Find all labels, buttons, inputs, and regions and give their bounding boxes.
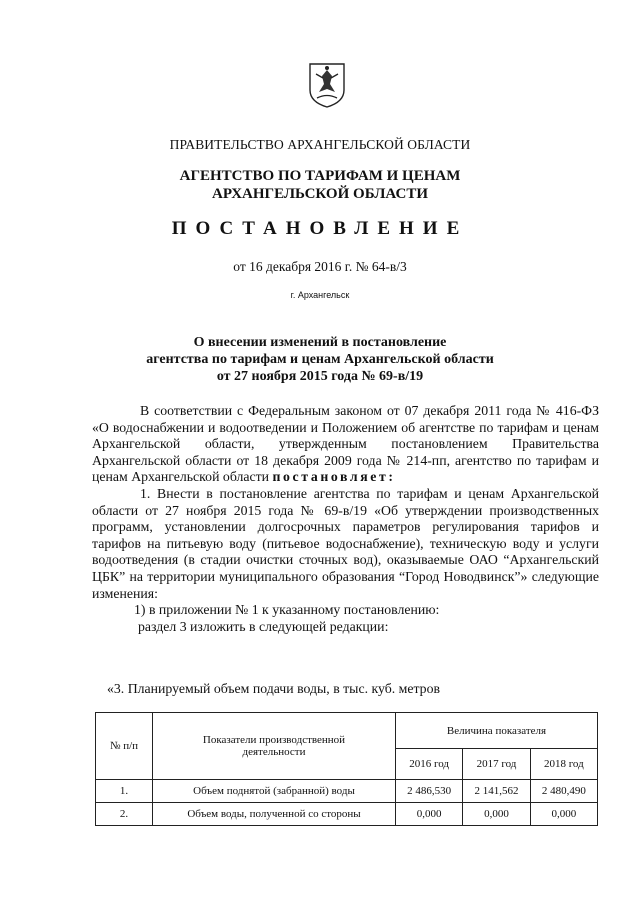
resolves-keyword: постановляет: [272, 469, 396, 485]
row-indicator: Объем воды, полученной со стороны [153, 803, 396, 826]
row-value: 0,000 [530, 803, 597, 826]
column-header-indicator: Показатели производственной деятельности [153, 713, 396, 780]
subject-line1: О внесении изменений в постановление [193, 335, 447, 350]
table-row [96, 780, 598, 803]
row-value: 2 141,562 [463, 780, 530, 803]
document-subject [0, 334, 640, 385]
government-title: ПРАВИТЕЛЬСТВО АРХАНГЕЛЬСКОЙ ОБЛАСТИ [169, 137, 471, 152]
column-header-year: 2017 год [463, 749, 530, 780]
row-value: 2 480,490 [530, 780, 597, 803]
row-value: 0,000 [396, 803, 463, 826]
city: г. Архангельск [290, 290, 350, 300]
row-value: 0,000 [463, 803, 530, 826]
preamble-text: В соответствии с Федеральным законом от 07 декабря 2011 года № 416-ФЗ «О водоснабжении и водоотведении и Положением об агентстве по тарифам и ценам Архангельской области, утвержденным постановлением Правительства Архангельской области от 18 декабря 2009 года № 214-пп, агентство по тарифам и ценам Архангельской области [92, 403, 599, 485]
table-row [96, 803, 598, 826]
preamble-paragraph [92, 403, 599, 486]
column-header-year: 2018 год [530, 749, 597, 780]
row-value: 2 486,530 [396, 780, 463, 803]
section-title: «3. Планируемый объем подачи воды, в тыс. куб. метров [107, 681, 440, 696]
column-header-value: Величина показателя [396, 713, 598, 749]
agency-title [0, 167, 640, 203]
column-header-year: 2016 год [396, 749, 463, 780]
column-header-number: № п/п [96, 713, 153, 780]
document-body [92, 403, 599, 635]
agency-title-line1: АГЕНТСТВО ПО ТАРИФАМ И ЦЕНАМ [179, 168, 461, 184]
row-number: 2. [96, 803, 153, 826]
agency-title-line2: АРХАНГЕЛЬСКОЙ ОБЛАСТИ [212, 186, 428, 202]
date-and-number: от 16 декабря 2016 г. № 64-в/3 [233, 259, 407, 274]
row-number: 1. [96, 780, 153, 803]
coat-of-arms-emblem [308, 62, 346, 108]
sub-item-section: раздел 3 изложить в следующей редакции: [138, 618, 389, 634]
subject-line3: от 27 ноября 2015 года № 69-в/19 [216, 369, 424, 384]
indicators-table [95, 712, 598, 826]
clause-1-paragraph: 1. Внести в постановление агентства по тарифам и ценам Архангельской области от 27 ноября 2015 года № 69-в/19 «Об утверждении производственных программ, установлении долгосрочных параметров регулирования тарифов и тарифов на питьевую воду (питьевое водоснабжение), техническую воду и услуги водоотведения (в стадии очистки сточных вод), оказываемые ОАО “Архангельский ЦБК” на территории муниципального образования “Город Новодвинск”» следующие изменения: [92, 485, 599, 601]
sub-item-1: 1) в приложении № 1 к указанному постановлению: [134, 602, 440, 618]
subject-line2: агентства по тарифам и ценам Архангельской области [146, 352, 494, 367]
row-indicator: Объем поднятой (забранной) воды [153, 780, 396, 803]
document-type: ПОСТАНОВЛЕНИЕ [171, 218, 469, 239]
